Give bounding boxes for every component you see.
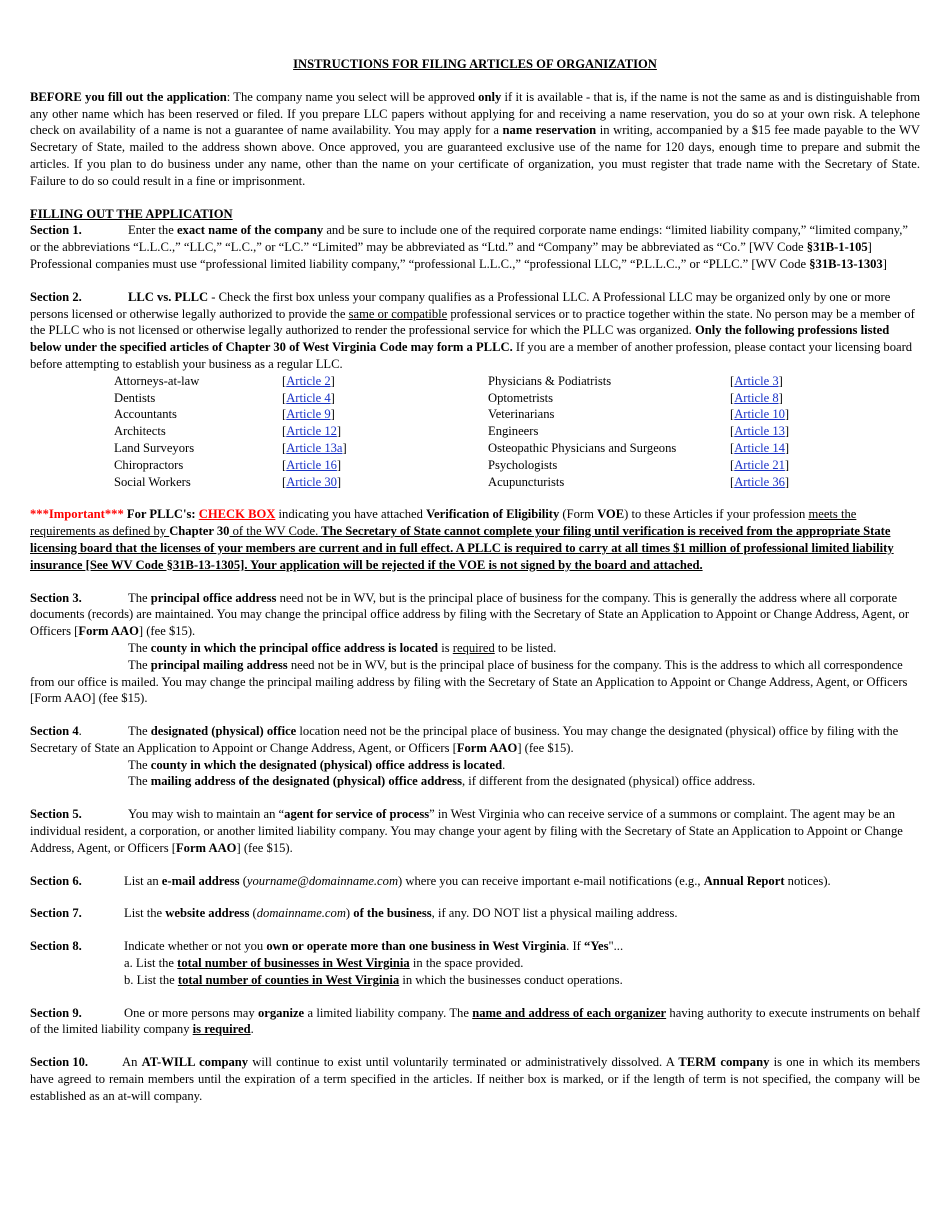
important-warning: The Secretary of State cannot complete your filing until verification is received from the appropriate State licensing board that the licenses of your members are current and in full effect. A PLLC is required to carry at all times $1 million of professional limited liability insurance [See WV Code §31B-13-1305]. Your application will be rejected if the VOE is not signed by the board and attached. — [30, 524, 894, 572]
article-link[interactable]: Article 2 — [286, 373, 331, 388]
text: ] (fee $15). — [236, 840, 293, 855]
emphasis: Annual Report — [703, 873, 785, 888]
article-link[interactable]: Article 30 — [286, 474, 337, 489]
emphasis: website address — [165, 906, 250, 921]
section-9 — [30, 1005, 920, 1039]
text: b. List the — [124, 972, 178, 987]
before-lead: BEFORE you fill out the application — [30, 89, 227, 104]
profession-name: Physicians & Podiatrists — [488, 373, 612, 388]
email-example: yourname@domainname.com — [246, 873, 399, 888]
text: need not be in WV, but is the principal place of business for the company. This is the address to which all correspondence from our office is mailed. You may change the principal mailing address by filing with the Secretary of State an Application to Appoint or Change Address, Agent, or Officers [Form AAO] (fee $15). — [30, 657, 908, 706]
text: . If — [566, 939, 585, 954]
profession-name: Dentists — [114, 390, 156, 405]
text: in which the businesses conduct operations. — [399, 972, 623, 987]
section-7 — [30, 905, 920, 922]
profession-name: Optometrists — [488, 390, 554, 405]
section-8-item-b — [30, 972, 920, 989]
section-3-mailing — [30, 657, 920, 707]
important-label: ***Important*** — [30, 507, 124, 522]
text: ] (fee $15). — [138, 624, 196, 639]
profession-cell: [Article 13a] — [282, 440, 347, 455]
emphasis: AT-WILL company — [141, 1055, 249, 1070]
section-label: Section 7. — [30, 906, 82, 921]
text: a. List the — [124, 956, 178, 971]
profession-row — [114, 440, 789, 457]
profession-cell — [114, 457, 282, 474]
text: is — [438, 640, 453, 655]
emphasis: VOE — [597, 507, 625, 522]
filling-heading-text: FILLING OUT THE APPLICATION — [30, 206, 233, 221]
section-4-county — [30, 757, 920, 774]
emphasis: organize — [257, 1005, 305, 1020]
underline: meets the requirements as defined by — [30, 507, 857, 539]
text: notices). — [784, 873, 831, 888]
article-link[interactable]: Article 36 — [734, 474, 785, 489]
profession-cell — [114, 373, 282, 390]
profession-cell — [114, 440, 282, 457]
section-label: Section 2. — [30, 289, 82, 304]
text: location need not be the principal place of business. You may change the designated (physical) office by filing with the Secretary of State an Application to Appoint or Change Address, Agent, or Officers [ — [30, 724, 899, 755]
text: ” in West Virginia who can receive service of a summons or complaint. The agent may be an individual resident, a corporation, or another limited liability company. You may change your agent by filing with the Secretary of State an Application to Appoint or Change Address, Agent, or Officers [ — [30, 807, 903, 855]
text: having authority to execute instruments on behalf of the limited liability company — [30, 1005, 921, 1037]
text: An — [122, 1055, 142, 1070]
section-label: Section 8. — [30, 939, 82, 954]
text: . — [78, 724, 82, 739]
profession-name: Land Surveyors — [114, 440, 195, 455]
profession-cell: [Article 30] — [282, 474, 342, 489]
profession-cell — [488, 390, 730, 407]
text: List the — [124, 906, 166, 921]
text: ) where you can receive important e-mail notifications (e.g., — [398, 873, 704, 888]
filling-heading — [30, 206, 920, 223]
profession-cell: [Article 4] — [282, 390, 335, 405]
emphasis: county in which the principal office address is located — [150, 640, 439, 655]
emphasis: county in which the designated (physical) office address is located — [150, 757, 503, 772]
emphasis: is required — [192, 1022, 251, 1037]
emphasis: name reservation — [502, 123, 597, 138]
article-link[interactable]: Article 4 — [286, 390, 331, 405]
profession-cell — [488, 457, 730, 474]
text: For PLLC's: — [123, 507, 199, 522]
text: Enter the — [128, 223, 177, 238]
emphasis: principal office address — [150, 590, 277, 605]
profession-cell: [Article 9] — [282, 407, 335, 422]
emphasis: name and address of each organizer — [472, 1005, 667, 1020]
emphasis: exact name of the company — [176, 223, 324, 238]
profession-row — [114, 373, 789, 390]
text: ( — [239, 873, 247, 888]
section-label: Section 3. — [30, 590, 82, 605]
section-label: Section 9. — [30, 1005, 82, 1020]
profession-cell: [Article 2] — [282, 373, 335, 388]
profession-name: Attorneys-at-law — [114, 373, 200, 388]
text: - Check the first box unless your company qualifies as a Professional LLC. A Professional LLC may be organized only by one or more persons licensed or otherwise legally authorized to provide the — [30, 289, 891, 321]
page-title: INSTRUCTIONS FOR FILING ARTICLES OF ORGANIZATION — [293, 57, 657, 71]
emphasis: Form AAO — [78, 624, 139, 639]
professions-table — [114, 373, 789, 491]
code-ref: §31B-1-105 — [806, 240, 868, 255]
profession-name: Architects — [114, 424, 166, 439]
profession-cell — [488, 406, 730, 423]
profession-cell — [488, 474, 730, 491]
article-link[interactable]: Article 3 — [734, 373, 779, 388]
check-box-label: CHECK BOX — [198, 507, 276, 522]
article-link[interactable]: Article 8 — [734, 390, 779, 405]
profession-cell — [114, 406, 282, 423]
article-link[interactable]: Article 13 — [734, 424, 785, 439]
emphasis: TERM company — [678, 1055, 770, 1070]
emphasis: Chapter 30 — [169, 524, 230, 539]
text: to be listed. — [494, 640, 557, 655]
profession-cell — [488, 373, 730, 390]
text: The — [128, 590, 151, 605]
profession-name: Accountants — [114, 407, 177, 422]
website-example: domainname.com — [256, 906, 346, 921]
text: : The company name you select will be approved — [226, 89, 479, 104]
text: a limited liability company. The — [304, 1005, 473, 1020]
profession-cell — [488, 440, 730, 457]
emphasis: agent for service of process — [284, 807, 430, 822]
profession-cell: [Article 8] — [730, 390, 783, 405]
section-8-item-a — [30, 955, 920, 972]
text: (Form — [559, 507, 598, 522]
code-ref: §31B-13-1303 — [809, 256, 883, 271]
profession-row — [114, 474, 789, 491]
text: If you are a member of another profession, please contact your licensing board before attempting to establish your business as a regular LLC. — [30, 340, 913, 371]
emphasis: total number of businesses in West Virginia — [177, 956, 410, 971]
text: professional services or to practice together within the state. No person may be a member of the PLLC who is not licensed or otherwise legally authorized to render the professional service for which the PLLC was organized. — [30, 306, 915, 338]
profession-cell — [114, 423, 282, 440]
article-link[interactable]: Article 14 — [734, 440, 785, 455]
text: "... — [608, 939, 624, 954]
emphasis: e-mail address — [161, 873, 240, 888]
article-link[interactable]: Article 9 — [286, 407, 331, 422]
article-link[interactable]: Article 12 — [286, 424, 337, 439]
section-10 — [30, 1054, 920, 1104]
profession-cell: [Article 21] — [730, 457, 790, 472]
profession-cell: [Article 12] — [282, 424, 342, 439]
text: You may wish to maintain an “ — [128, 807, 285, 822]
profession-cell: [Article 14] — [730, 440, 790, 455]
section-label: Section 5. — [30, 807, 82, 822]
article-link[interactable]: Article 16 — [286, 457, 337, 472]
text: ) to these Articles if your profession — [624, 507, 809, 522]
text: The — [128, 774, 151, 789]
profession-row — [114, 423, 789, 440]
section-1 — [30, 222, 920, 272]
underline: of the WV Code. — [229, 524, 319, 539]
text: is one in which its members have agreed to remain members until the expiration of a term specified in the articles. If neither box is marked, or if the length of term is not specified, the company will be established as an at-will company. — [30, 1055, 920, 1103]
text: List an — [124, 873, 162, 888]
underline: required — [452, 640, 495, 655]
emphasis: Form AAO — [175, 840, 237, 855]
emphasis: “Yes — [584, 939, 609, 954]
profession-cell: [Article 3] — [730, 373, 783, 388]
section-8 — [30, 938, 920, 955]
section-4-mailing — [30, 773, 920, 790]
section-3-county — [30, 640, 920, 657]
text: The — [128, 724, 151, 739]
text: The — [128, 640, 151, 655]
profession-name: Social Workers — [114, 474, 191, 489]
profession-cell — [488, 423, 730, 440]
emphasis: only — [478, 89, 502, 104]
emphasis: designated (physical) office — [150, 724, 297, 739]
section-label: Section 10. — [30, 1055, 89, 1070]
section-2 — [30, 289, 920, 373]
text: One or more persons may — [124, 1005, 258, 1020]
section-label: Section 4 — [30, 724, 79, 739]
underline: same or compatible — [348, 306, 448, 321]
section-3 — [30, 590, 920, 640]
emphasis: total number of counties in West Virginia — [177, 972, 400, 987]
emphasis: mailing address of the designated (physical) office address — [150, 774, 462, 789]
text: The — [128, 657, 151, 672]
profession-cell — [114, 390, 282, 407]
section-label: Section 6. — [30, 873, 82, 888]
profession-name: Psychologists — [488, 457, 558, 472]
profession-row — [114, 390, 789, 407]
profession-name: Chiropractors — [114, 457, 184, 472]
text: , if different from the designated (physical) office address. — [461, 774, 756, 789]
text: indicating you have attached — [275, 507, 427, 522]
section-label: Section 1. — [30, 223, 82, 238]
emphasis: principal mailing address — [150, 657, 288, 672]
text: ] — [882, 256, 887, 271]
section-4 — [30, 723, 920, 757]
profession-name: Acupuncturists — [488, 474, 565, 489]
emphasis: own or operate more than one business in West Virginia — [266, 939, 567, 954]
text: ( — [249, 906, 257, 921]
profession-cell — [114, 474, 282, 491]
profession-name: Osteopathic Physicians and Surgeons — [488, 440, 677, 455]
profession-row — [114, 406, 789, 423]
before-paragraph — [30, 89, 920, 190]
text: ) — [345, 906, 354, 921]
text: . — [502, 757, 506, 772]
emphasis: of the business — [353, 906, 432, 921]
profession-row — [114, 457, 789, 474]
text: if it is available - that is, if the name is not the same as and is distinguishable from any other name which has been reserved or filed. If you prepare LLC papers without applying for and receiving a name reservation, you do so at your own risk. A telephone check on availability of a name is not a guarantee of name availability. You may apply for a — [30, 89, 920, 138]
article-link[interactable]: Article 10 — [734, 407, 785, 422]
text: , if any. DO NOT list a physical mailing address. — [431, 906, 678, 921]
emphasis: LLC vs. PLLC — [128, 289, 209, 304]
profession-cell: [Article 16] — [282, 457, 342, 472]
section-5 — [30, 806, 920, 856]
profession-cell: [Article 10] — [730, 407, 790, 422]
profession-name: Veterinarians — [488, 407, 555, 422]
important-notice — [30, 506, 920, 573]
text: will continue to exist until voluntarily terminated or administratively dissolved. A — [248, 1055, 679, 1070]
text: The — [128, 757, 151, 772]
text: . — [250, 1022, 254, 1037]
text: in writing, accompanied by a $15 fee made payable to the WV Secretary of State, mailed to the address shown above. Once approved, you are guaranteed exclusive use of the name for 120 days, enough time to prepare and submit the articles. If you plan to do business under any name, other than the name on your certificate of organization, you must register that trade name with the Secretary of State. Failure to do so could result in a fine or imprisonment. — [30, 123, 920, 188]
text: and be sure to include one of the required corporate name endings: “limited liability company,” “limited company,” or the abbreviations “L.L.C.,” “LLC,” “L.C.,” or “LC.” “Limited” may be abbreviated as “Ltd.” and “Company” may be abbreviated as “Co.” [WV Code — [30, 223, 908, 255]
text: Indicate whether or not you — [124, 939, 267, 954]
emphasis: Form AAO — [456, 740, 518, 755]
text: in the space provided. — [409, 956, 524, 971]
profession-name: Engineers — [488, 424, 539, 439]
emphasis: Verification of Eligibility — [426, 507, 560, 522]
section-6 — [30, 873, 920, 890]
profession-cell: [Article 13] — [730, 424, 790, 439]
profession-cell: [Article 36] — [730, 474, 790, 489]
text: ] (fee $15). — [517, 740, 574, 755]
text: need not be in WV, but is the principal place of business for the company. This is generally the address where all corporate documents (records) are maintained. You may change the principal office address by filing with the Secretary of State an Application to Appoint or Change Address, Agent, or Officers [ — [30, 590, 910, 639]
article-link[interactable]: Article 13a — [286, 440, 343, 455]
emphasis: Only the following professions listed below under the specified articles of Chapter 30 of West Virginia Code may form a PLLC. — [30, 323, 890, 355]
text: ] Professional companies must use “professional limited liability company,” “professional L.L.C.,” “professional LLC,” “P.L.L.C.,” or “PLLC.” [WV Code — [30, 240, 872, 271]
article-link[interactable]: Article 21 — [734, 457, 785, 472]
